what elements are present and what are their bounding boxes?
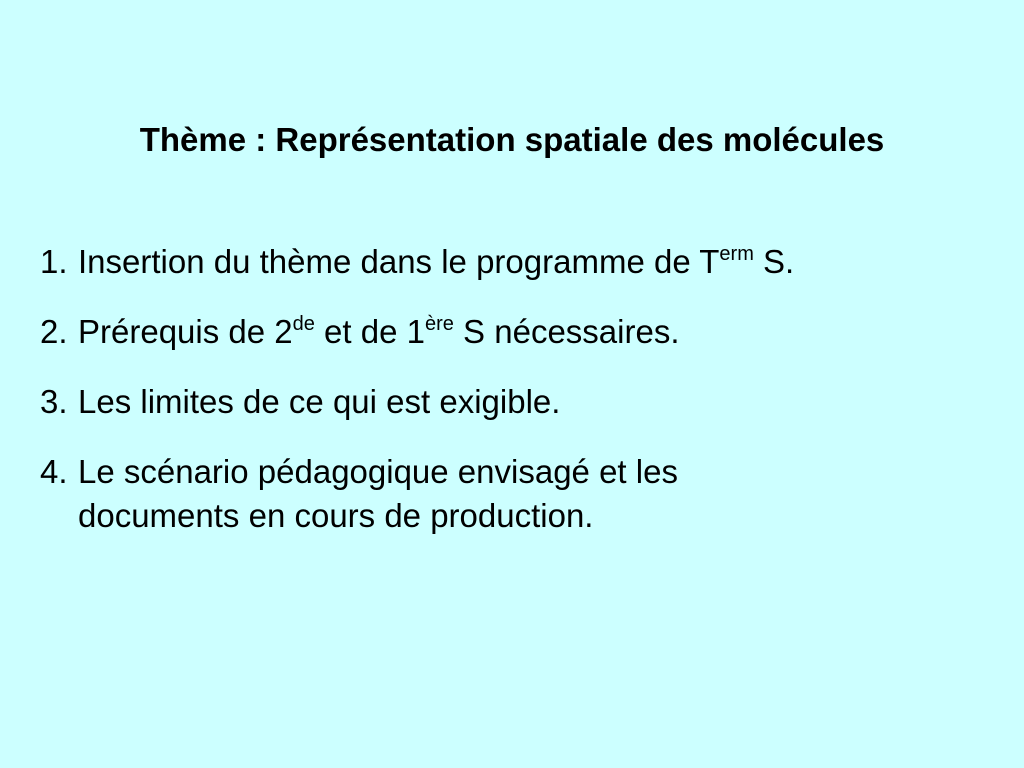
text-line: Le scénario pédagogique envisagé et les — [78, 453, 678, 490]
text-segment: S. — [753, 243, 795, 280]
list-number: 2. — [40, 313, 68, 350]
list-number: 1. — [40, 243, 68, 280]
list-item-1 — [40, 240, 1000, 284]
list-item-text — [78, 243, 794, 280]
superscript: ère — [424, 313, 454, 335]
superscript: erm — [719, 243, 754, 265]
list-number: 4. — [40, 453, 68, 490]
topic-list — [40, 240, 1000, 564]
list-item-text — [78, 313, 680, 350]
list-item-text — [78, 453, 678, 534]
text-segment: et de 1 — [314, 313, 425, 350]
list-item-2 — [40, 310, 1000, 354]
slide-title: Thème : Représentation spatiale des molécules — [139, 121, 885, 158]
text-segment: S nécessaires. — [453, 313, 680, 350]
text-segment: Insertion du thème dans le programme de T — [78, 243, 720, 280]
text-line: documents en cours de production. — [78, 497, 594, 534]
superscript: de — [292, 313, 315, 335]
list-number: 3. — [40, 383, 68, 420]
text-segment: Prérequis de 2 — [78, 313, 293, 350]
list-item-text: Les limites de ce qui est exigible. — [78, 383, 561, 420]
list-item-4 — [40, 450, 1000, 538]
list-item-3 — [40, 380, 1000, 424]
